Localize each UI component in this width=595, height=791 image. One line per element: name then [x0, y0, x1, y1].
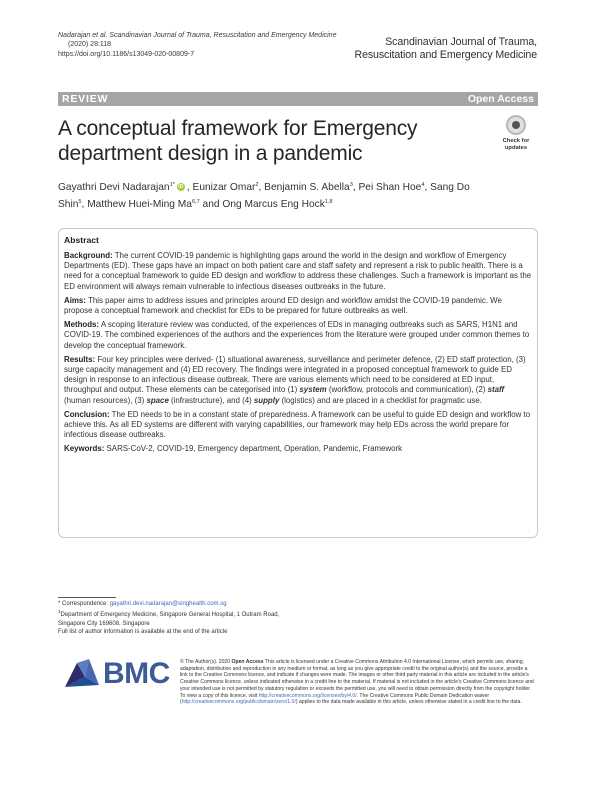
background-label: Background:	[64, 251, 113, 260]
citation-year-volume: (2020) 28:118	[68, 41, 112, 49]
keywords-text: SARS-CoV-2, COVID-19, Emergency department, Operation, Pandemic, Framework	[106, 444, 403, 454]
abstract-heading: Abstract	[64, 235, 99, 245]
author-affiliation-sup: 6,7	[191, 199, 200, 205]
methods-text: A scoping literature review was conducted, of the experiences of EDs in managing outbreaks such as SARS, H1N1 and COVID-19. The combined experiences of the authors and the experiences from the literature were grouped under common themes to develop the conceptual framework.	[64, 320, 530, 350]
article-type-band	[58, 92, 538, 106]
aims-text: This paper aims to address issues and principles around ED design and workflow amidst the COVID-19 pandemic. We propose a conceptual framework and checklist for EDs to be prepared for future outbreaks as well.	[64, 295, 502, 316]
journal-name-line1: Scandinavian Journal of Trauma,	[385, 36, 537, 48]
citation-text: Nadarajan et al. Scandinavian Journal of Trauma, Resuscitation and Emergency Medicine	[58, 32, 337, 39]
article-citation-header	[58, 31, 336, 59]
abstract-keywords	[64, 444, 532, 454]
license-body: This article is licensed under a Creative Commons Attribution 4.0 International License, which permits use, sharing, adaptation, distribution and reproduction in any medium or format, as long as you give appropriate credit to the original author(s) and the source, provide a link to the Creative Commons licence, and indicate if changes were made. The images or other third party material in this article are included in the article's Creative Commons licence, unless indicated otherwise in a credit line to the material. If material is not included in the article's Creative Commons licence and your intended use is not permitted by statutory regulation or exceeds the permitted use, you will need to obtain permission directly from the copyright holder. To view a copy of this licence, visit	[180, 659, 534, 699]
abstract-results	[64, 355, 532, 406]
crossmark-label-line1: Check for	[502, 138, 530, 144]
author-name[interactable]: Matthew Huei-Ming Ma	[87, 199, 192, 210]
author-name[interactable]: Ong Marcus Eng Hock	[222, 199, 325, 210]
author-separator: ,	[186, 182, 193, 193]
license-body: . The Creative Commons Public Domain Dedication waiver (	[180, 692, 490, 706]
author-separator: and	[199, 199, 223, 210]
conclusion-text: The ED needs to be in a constant state of preparedness. A framework can be useful to guide ED design and workflow to achieve this. As all ED systems are different with varying capabilities, our framework may help EDs across the world prepare for infectious disease outbreaks.	[64, 409, 531, 440]
author-list	[58, 178, 498, 212]
crossmark-label-line2: updates	[504, 144, 528, 151]
author-affiliation-sup: 1*	[169, 182, 175, 188]
aims-label: Aims:	[64, 295, 86, 305]
author-name[interactable]: Benjamin S. Abella	[264, 182, 350, 193]
author-affiliation-sup: 3	[349, 182, 353, 188]
bmc-logo	[63, 657, 178, 691]
author-separator: ,	[424, 182, 431, 193]
article-title: A conceptual framework for Emergency department design in a pandemic	[58, 117, 418, 165]
affiliation-line	[58, 608, 298, 628]
doi-link[interactable]: https://doi.org/10.1186/s13049-020-00809-7	[58, 50, 195, 58]
license-cc0-link[interactable]: http://creativecommons.org/publicdomain/zero/1.0/	[181, 699, 296, 706]
results-text: (workflow, protocols and communication), (2)	[326, 385, 488, 395]
journal-name	[355, 36, 537, 61]
journal-name-line2: Resuscitation and Emergency Medicine	[354, 48, 537, 61]
author-name[interactable]: Eunizar Omar	[192, 182, 256, 193]
license-cc-by-link[interactable]: http://creativecommons.org/licenses/by/4.0/	[258, 692, 357, 699]
results-emphasis-staff: staff	[487, 385, 505, 395]
correspondence-label: * Correspondence:	[58, 601, 110, 607]
correspondence-email-link[interactable]: gayathri.devi.nadarajan@singhealth.com.sg	[109, 601, 227, 607]
correspondence-line	[58, 600, 298, 608]
abstract-box	[58, 228, 538, 538]
crossmark-label	[496, 138, 536, 151]
keywords-label: Keywords:	[64, 444, 105, 454]
background-text: The current COVID-19 pandemic is highlighting gaps around the world in the design and workflow of Emergency Departments (ED). These gaps have an impact on both patient care and staff safety and represent a risk to public health. There is a need for a conceptual framework to guide ED design and workflow to address these challenges. Such a framework is important as the ED environment will always remain vulnerable to infectious diseases outbreaks in the future.	[64, 251, 532, 291]
affiliation-text: Department of Emergency Medicine, Singapore General Hospital, 1 Outram Road, Singapore City 169608, Singapore	[58, 612, 280, 627]
abstract-background	[64, 251, 532, 292]
author-info-note: Full list of author information is available at the end of the article	[58, 629, 228, 636]
results-text: (infrastructure), and (4)	[168, 395, 254, 405]
author-affiliation-sup: 2	[255, 182, 259, 188]
results-text: (logistics) and are placed in a checklist for pragmatic use.	[279, 395, 482, 405]
author-separator: ,	[258, 182, 265, 193]
affiliation-sup: 1	[58, 609, 61, 615]
abstract-aims	[64, 296, 532, 316]
abstract-methods	[64, 320, 532, 351]
crossmark-icon	[506, 115, 526, 135]
author-name[interactable]: Gayathri Devi Nadarajan	[58, 182, 170, 193]
license-text	[180, 659, 536, 706]
bmc-logo-icon	[63, 657, 101, 691]
author-separator: ,	[81, 199, 88, 210]
license-copyright: © The Author(s). 2020	[180, 659, 232, 665]
bmc-logo-text: BMC	[103, 657, 170, 690]
author-affiliation-sup: 5	[78, 199, 82, 205]
results-text: Four key principles were derived- (1) situational awareness, surveillance and perimeter defence, (2) ED staff protection, (3) surge capacity management and (4) ED recovery. The findings were integrated in a proposed conceptual framework to guide ED design in response to an infectious disease outbreak. There are various elements which need to be considered at ED input, throughput and output. These elements can be categorised into (1)	[64, 354, 526, 395]
author-name[interactable]: Pei Shan Hoe	[358, 182, 422, 193]
conclusion-label: Conclusion:	[64, 409, 110, 419]
footnote-divider	[58, 597, 116, 598]
author-separator: ,	[352, 182, 359, 193]
methods-label: Methods:	[64, 320, 100, 330]
open-access-label: Open Access	[467, 93, 534, 105]
author-affiliation-sup: 4	[421, 182, 425, 188]
results-text: (human resources), (3)	[64, 395, 147, 405]
abstract-conclusion	[64, 410, 532, 441]
orcid-icon[interactable]: iD	[178, 184, 184, 191]
footnotes	[58, 600, 298, 637]
check-for-updates-badge[interactable]	[496, 115, 536, 157]
results-emphasis-supply: supply	[253, 395, 280, 405]
author-affiliation-sup: 1,8	[324, 199, 333, 205]
results-emphasis-system: system	[299, 385, 327, 395]
license-open-access-label: Open Access	[231, 659, 264, 665]
license-body: ) applies to the data made available in this article, unless otherwise stated in a credit line to the data.	[295, 699, 522, 706]
article-type-label: REVIEW	[62, 93, 109, 105]
results-emphasis-space: space	[146, 395, 169, 405]
results-label: Results:	[64, 354, 96, 364]
author-name[interactable]: Sang Do Shin	[58, 182, 470, 210]
